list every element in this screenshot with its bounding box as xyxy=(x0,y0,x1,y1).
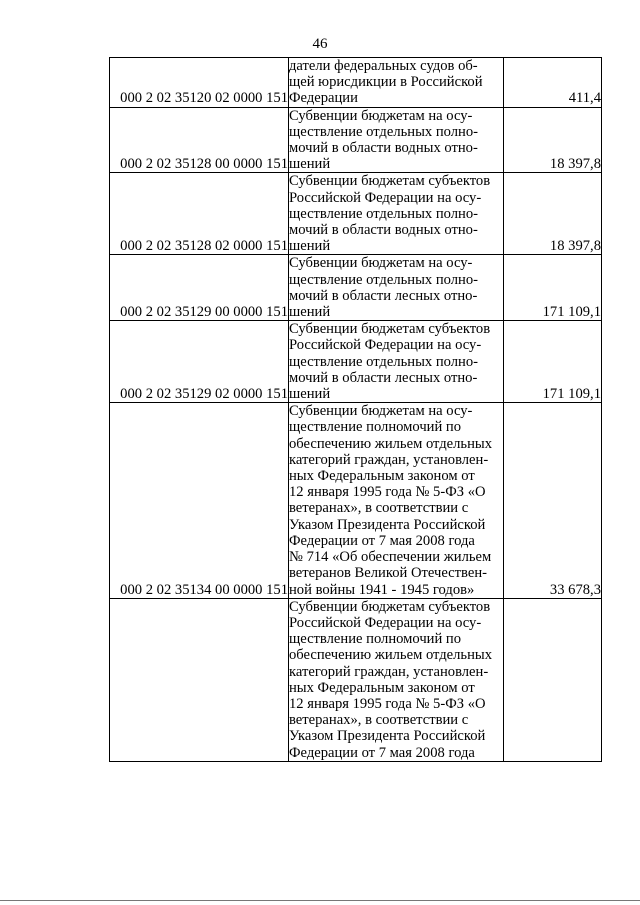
description-cell xyxy=(289,403,504,598)
amount-cell: 18 397,8 xyxy=(504,173,602,255)
description-line: ных Федеральным законом от xyxy=(289,679,475,696)
description-line: ветеранах», в соответствии с xyxy=(289,500,469,517)
table-row xyxy=(110,403,602,598)
description-line: шений xyxy=(289,156,331,173)
description-cell xyxy=(289,321,504,403)
budget-code-cell: 000 2 02 35128 02 0000 151 xyxy=(110,173,289,255)
description-line: шений xyxy=(289,304,331,321)
description-line: шений xyxy=(289,386,331,403)
budget-code-cell: 000 2 02 35129 02 0000 151 xyxy=(110,321,289,403)
table-row xyxy=(110,321,602,403)
description-line: ществление отдельных полно- xyxy=(289,123,478,140)
description-line: категорий граждан, установлен- xyxy=(289,663,489,680)
description-line: обеспечению жильем отдельных xyxy=(289,647,492,664)
budget-code-cell: 000 2 02 35129 00 0000 151 xyxy=(110,255,289,321)
table-row xyxy=(110,173,602,255)
description-line: 12 января 1995 года № 5-ФЗ «О xyxy=(289,695,486,712)
description-line: ществление отдельных полно- xyxy=(289,205,478,222)
amount-cell: 18 397,8 xyxy=(504,107,602,173)
description-cell xyxy=(289,598,504,761)
bottom-divider xyxy=(0,900,640,901)
description-line: ветеранах», в соответствии с xyxy=(289,712,469,729)
description-line: Субвенции бюджетам субъектов xyxy=(289,321,491,338)
page-number: 46 xyxy=(312,36,328,52)
description-line: Субвенции бюджетам субъектов xyxy=(289,598,491,615)
description-line: ществление полномочий по xyxy=(289,631,462,648)
description-cell xyxy=(289,255,504,321)
amount-cell: 171 109,1 xyxy=(504,255,602,321)
description-line: категорий граждан, установлен- xyxy=(289,451,489,468)
description-cell xyxy=(289,107,504,173)
description-line: Российской Федерации на осу- xyxy=(289,337,482,354)
description-cell xyxy=(289,173,504,255)
description-line: Федерации от 7 мая 2008 года xyxy=(289,532,475,549)
budget-table-body xyxy=(110,58,602,762)
description-line: 12 января 1995 года № 5-ФЗ «О xyxy=(289,484,486,501)
description-line: шений xyxy=(289,238,331,255)
description-line: мочий в области лесных отно- xyxy=(289,369,478,386)
amount-cell: 411,4 xyxy=(504,58,602,108)
amount-cell: 171 109,1 xyxy=(504,321,602,403)
table-row xyxy=(110,58,602,108)
table-row xyxy=(110,107,602,173)
table-row xyxy=(110,598,602,761)
table-row xyxy=(110,255,602,321)
budget-table xyxy=(109,57,602,762)
description-line: Субвенции бюджетам на осу- xyxy=(289,255,473,272)
description-line: щей юрисдикции в Российской xyxy=(289,74,483,91)
description-line: ной войны 1941 - 1945 годов» xyxy=(289,581,475,598)
amount-cell xyxy=(504,598,602,761)
description-line: Указом Президента Российской xyxy=(289,728,486,745)
description-line: Субвенции бюджетам на осу- xyxy=(289,107,473,124)
description-line: ных Федеральным законом от xyxy=(289,468,475,485)
budget-code-cell: 000 2 02 35120 02 0000 151 xyxy=(110,58,289,108)
description-line: датели федеральных судов об- xyxy=(289,58,478,74)
description-line: мочий в области лесных отно- xyxy=(289,287,478,304)
amount-cell: 33 678,3 xyxy=(504,403,602,598)
budget-code-cell: 000 2 02 35128 00 0000 151 xyxy=(110,107,289,173)
budget-code-cell: 000 2 02 35134 00 0000 151 xyxy=(110,403,289,598)
description-line: Российской Федерации на осу- xyxy=(289,189,482,206)
description-line: мочий в области водных отно- xyxy=(289,140,478,157)
description-line: Указом Президента Российской xyxy=(289,516,486,533)
description-line: ществление отдельных полно- xyxy=(289,353,478,370)
description-line: ществление отдельных полно- xyxy=(289,271,478,288)
description-line: Субвенции бюджетам субъектов xyxy=(289,173,491,190)
description-line: Субвенции бюджетам на осу- xyxy=(289,403,473,420)
description-cell xyxy=(289,58,504,108)
description-line: Федерации от 7 мая 2008 года xyxy=(289,744,475,761)
description-line: Федерации xyxy=(289,90,358,107)
description-line: № 714 «Об обеспечении жильем xyxy=(289,549,492,566)
description-line: ветеранов Великой Отечествен- xyxy=(289,565,487,582)
description-line: ществление полномочий по xyxy=(289,419,462,436)
description-line: Российской Федерации на осу- xyxy=(289,614,482,631)
description-line: обеспечению жильем отдельных xyxy=(289,435,492,452)
budget-code-cell xyxy=(110,598,289,761)
description-line: мочий в области водных отно- xyxy=(289,222,478,239)
